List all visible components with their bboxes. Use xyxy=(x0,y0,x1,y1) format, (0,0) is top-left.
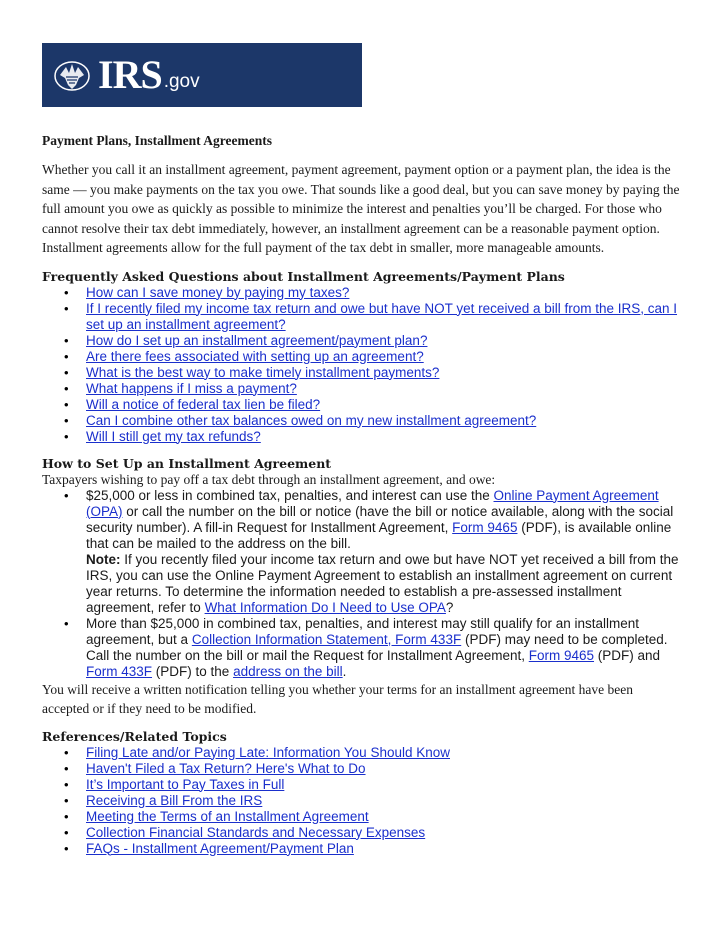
faq-link[interactable]: Are there fees associated with setting up an agreement? xyxy=(86,348,424,364)
list-item xyxy=(64,777,682,793)
list-item xyxy=(64,825,682,841)
setup-section xyxy=(42,456,682,718)
list-item xyxy=(64,413,682,429)
text-segment: (PDF) to the xyxy=(152,663,234,679)
text-segment: ? xyxy=(445,599,454,615)
list-item xyxy=(64,793,682,809)
setup-heading: How to Set Up an Installment Agreement xyxy=(42,455,332,471)
opa-link[interactable]: Online Payment Agreement (OPA) xyxy=(86,487,659,519)
list-item xyxy=(64,397,682,413)
text-segment: . xyxy=(342,663,347,679)
faq-link[interactable]: If I recently filed my income tax return and owe but have NOT yet received a bill from the IRS, can I set up an installment agreement? xyxy=(86,300,678,332)
faq-link[interactable]: Will a notice of federal tax lien be filed? xyxy=(86,396,321,412)
reference-link[interactable]: FAQs - Installment Agreement/Payment Plan xyxy=(86,840,354,856)
list-item xyxy=(64,429,682,445)
logo-gov-text: .gov xyxy=(163,71,200,92)
list-item xyxy=(64,809,682,825)
list-item xyxy=(64,381,682,397)
reference-link[interactable]: Receiving a Bill From the IRS xyxy=(86,792,263,808)
text-segment: (PDF) and xyxy=(594,647,661,663)
references-list xyxy=(42,745,682,857)
form-9465-link[interactable]: Form 9465 xyxy=(528,647,595,663)
faq-link[interactable]: Will I still get my tax refunds? xyxy=(86,428,261,444)
logo-irs-text: IRS xyxy=(98,52,162,97)
irs-logo-banner[interactable] xyxy=(42,43,362,107)
reference-link[interactable]: Meeting the Terms of an Installment Agreement xyxy=(86,808,369,824)
faq-section xyxy=(42,269,682,445)
reference-link[interactable]: Filing Late and/or Paying Late: Information You Should Know xyxy=(86,744,450,760)
list-item xyxy=(64,841,682,857)
reference-link[interactable]: It’s Important to Pay Taxes in Full xyxy=(86,776,285,792)
page-title: Payment Plans, Installment Agreements xyxy=(42,133,272,148)
text-segment: (PDF), is available online that can be mailed to the address on the bill. xyxy=(86,519,672,551)
setup-closing: You will receive a written notification telling you whether your terms for an installment agreement have been accepted or if they need to be modified. xyxy=(42,681,633,716)
text-segment: $25,000 or less in combined tax, penalties, and interest can use the xyxy=(86,487,494,503)
form-433f-statement-link[interactable]: Collection Information Statement, Form 433F xyxy=(191,631,462,647)
faq-heading: Frequently Asked Questions about Installment Agreements/Payment Plans xyxy=(42,268,565,284)
list-item xyxy=(64,285,682,301)
note-label: Note: xyxy=(86,551,121,567)
faq-link[interactable]: How do I set up an installment agreement/payment plan? xyxy=(86,332,428,348)
address-link[interactable]: address on the bill xyxy=(233,663,343,679)
list-item xyxy=(64,488,682,616)
references-heading: References/Related Topics xyxy=(42,728,227,744)
main-content xyxy=(42,132,682,857)
faq-link[interactable]: What happens if I miss a payment? xyxy=(86,380,297,396)
opa-info-link[interactable]: What Information Do I Need to Use OPA xyxy=(204,599,446,615)
references-section xyxy=(42,729,682,857)
intro-paragraph: Whether you call it an installment agreement, payment agreement, payment option or a payment plan, the idea is the same — you make payments on the tax you owe. That sounds like a good deal, but you can save money by paying the full amount you owe as quickly as possible to minimize the interest and penalties you’ll be charged. For those who cannot resolve their tax debt immediately, however, an installment agreement can be a reasonable payment option. Installment agreements allow for the full payment of the tax debt in smaller, more manageable amounts. xyxy=(42,162,680,255)
form-433f-link[interactable]: Form 433F xyxy=(86,663,153,679)
text-segment: or call the number on the bill or notice (have the bill or notice available, along with the social security number). A fill-in Request for Installment Agreement, xyxy=(86,503,674,535)
reference-link[interactable]: Collection Financial Standards and Necessary Expenses xyxy=(86,824,426,840)
faq-link[interactable]: What is the best way to make timely installment payments? xyxy=(86,364,440,380)
faq-link[interactable]: Can I combine other tax balances owed on my new installment agreement? xyxy=(86,412,537,428)
form-9465-link[interactable]: Form 9465 xyxy=(452,519,518,535)
setup-intro: Taxpayers wishing to pay off a tax debt through an installment agreement, and owe: xyxy=(42,471,496,487)
text-segment: If you recently filed your income tax return and owe but have NOT yet received a bill from the IRS, you can use the Online Payment Agreement to establish an installment agreement on current year returns. To determine the information needed to establish a pre-assessed installment agreement, refer to xyxy=(86,551,679,615)
list-item xyxy=(64,333,682,349)
setup-list xyxy=(42,488,682,680)
faq-link[interactable]: How can I save money by paying my taxes? xyxy=(86,284,350,300)
list-item xyxy=(64,349,682,365)
text-segment: More than $25,000 in combined tax, penalties, and interest may still qualify for an installment agreement, but a xyxy=(86,615,640,647)
list-item xyxy=(64,301,682,333)
reference-link[interactable]: Haven't Filed a Tax Return? Here's What to Do xyxy=(86,760,366,776)
list-item xyxy=(64,365,682,381)
text-segment: (PDF) may need to be completed. Call the number on the bill or mail the Request for Installment Agreement, xyxy=(86,631,668,663)
faq-list xyxy=(42,285,682,445)
list-item xyxy=(64,616,682,680)
list-item xyxy=(64,761,682,777)
list-item xyxy=(64,745,682,761)
eagle-icon xyxy=(52,55,92,95)
